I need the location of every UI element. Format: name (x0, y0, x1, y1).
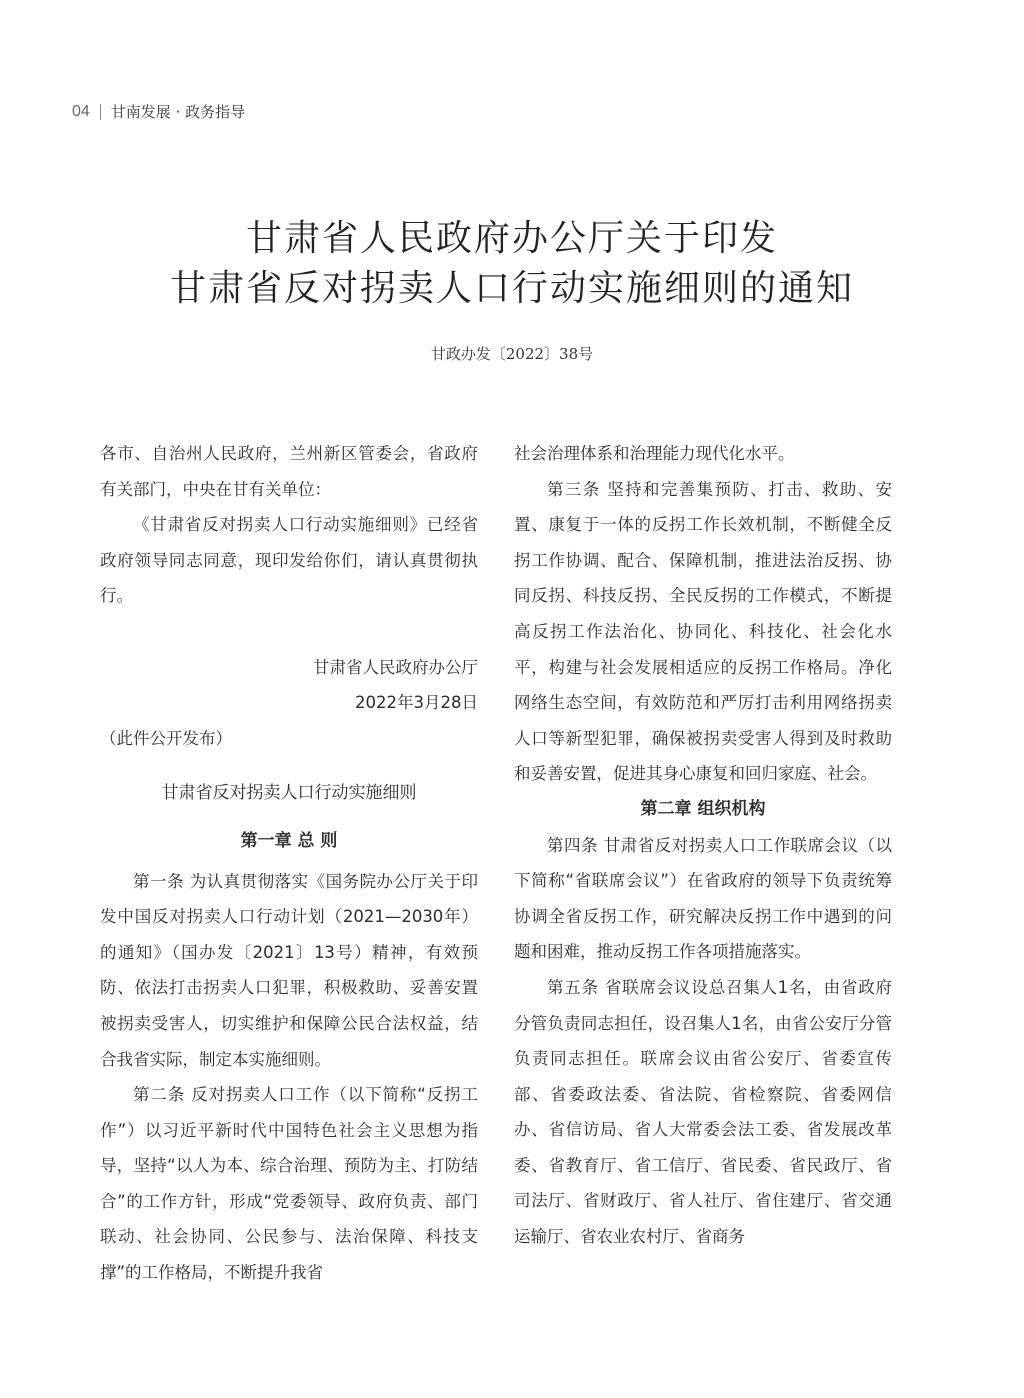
signer: 甘肃省人民政府办公厅 (313, 657, 478, 677)
title-line-2: 甘肃省反对拐卖人口行动实施细则的通知 (169, 268, 854, 309)
continuation-text: 社会治理体系和治理能力现代化水平。 (514, 444, 795, 463)
article-3: 第三条 坚持和完善集预防、打击、救助、安置、康复于一体的反拐工作长效机制，不断健全反拐工作协调、配合、保障机制，推进法治反拐、协同反拐、科技反拐、全民反拐的工作模式，不断提高反拐工作法治化、协同化、科技化、社会化水平，构建与社会发展相适应的反拐工作格局。净化网络生态空间，有效防范和严厉打击利用网络拐卖人口等新型犯罪，确保被拐卖受害人得到及时救助和妥善安置，促进其身心康复和回归家庭、社会。 (514, 479, 892, 784)
header-divider (100, 104, 101, 120)
title-line-1: 甘肃省人民政府办公厅关于印发 (245, 218, 778, 259)
article-5: 第五条 省联席会议设总召集人1名，由省政府分管负责同志担任，设召集人1名，由省公安厅分管负责同志担任。联席会议由省公安厅、省委宣传部、省委政法委、省法院、省检察院、省委网信办、省信访局、省人大常委会法工委、省发展改革委、省教育厅、省工信厅、省民委、省民政厅、省司法厅、省财政厅、省人社厅、省住建厅、省交通运输厅、省农业农村厅、省商务 (514, 977, 892, 1247)
left-column (100, 436, 478, 1291)
rules-title: 甘肃省反对拐卖人口行动实施细则 (161, 783, 417, 804)
document-title (0, 214, 1024, 314)
page-header (72, 101, 245, 122)
issue-date: 2022年3月28日 (355, 693, 478, 713)
chapter-1-heading: 第一章 总 则 (240, 830, 338, 851)
right-column (514, 436, 892, 1255)
chapter-2-heading: 第二章 组织机构 (640, 798, 766, 819)
article-4: 第四条 甘肃省反对拐卖人口工作联席会议（以下简称“省联席会议”）在省政府的领导下负责统筹协调全省反拐工作，研究解决反拐工作中遇到的问题和困难，推动反拐工作各项措施落实。 (514, 835, 892, 962)
publish-note: （此件公开发布） (100, 728, 232, 748)
page-number: 04 (72, 102, 90, 120)
publication-name: 甘南发展 · 政务指导 (110, 103, 246, 121)
article-1: 第一条 为认真贯彻落实《国务院办公厅关于印发中国反对拐卖人口行动计划（2021—2030年）的通知》（国办发〔2021〕13号）精神，有效预防、依法打击拐卖人口犯罪，积极救助、妥善安置被拐卖受害人，切实维护和保障公民合法权益，结合我省实际，制定本实施细则。 (100, 871, 478, 1069)
document-number: 甘政办发〔2022〕38号 (430, 345, 594, 363)
article-2: 第二条 反对拐卖人口工作（以下简称“反拐工作”）以习近平新时代中国特色社会主义思想为指导，坚持“以人为本、综合治理、预防为主、打防结合”的工作方针，形成“党委领导、政府负责、部门联动、社会协同、公民参与、法治保障、科技支撑”的工作格局，不断提升我省 (100, 1085, 478, 1283)
notice-body: 《甘肃省反对拐卖人口行动实施细则》已经省政府领导同志同意，现印发给你们，请认真贯彻执行。 (100, 515, 478, 606)
recipients: 各市、自治州人民政府，兰州新区管委会，省政府有关部门，中央在甘有关单位： (100, 444, 478, 499)
